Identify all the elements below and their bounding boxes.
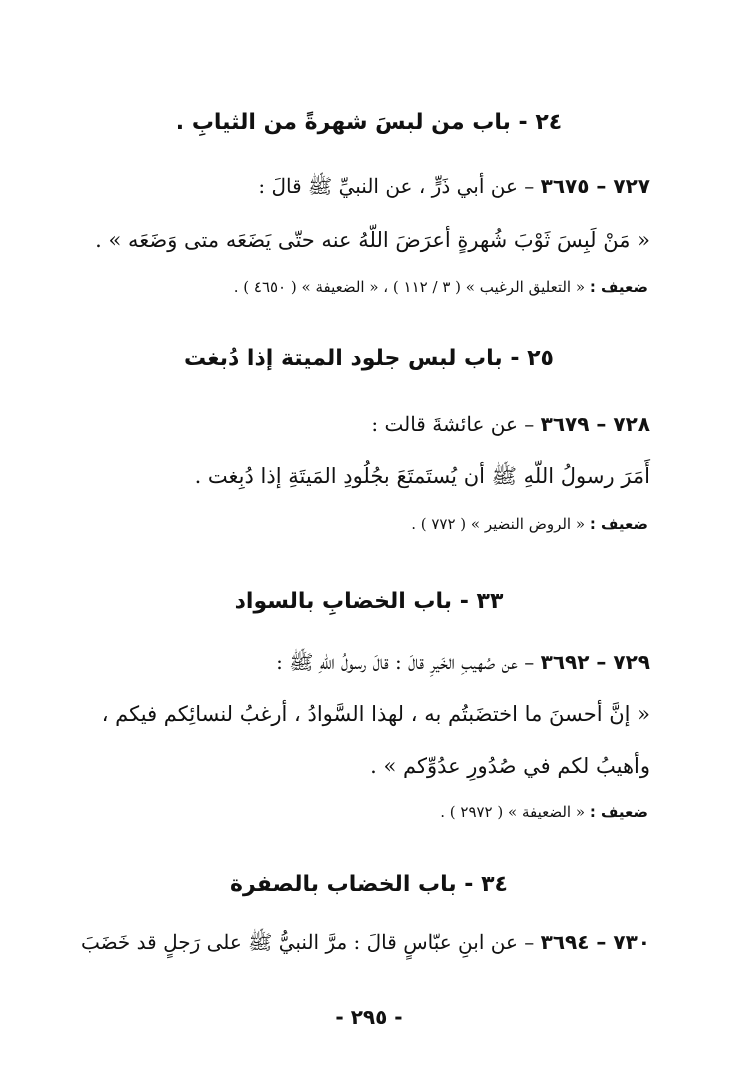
hadith-text: « إنَّ أحسنَ ما اختضَبتُم به ، لهذا السَّوادُ ، أرغبُ لنسائِكم فيكم ، <box>101 702 650 726</box>
hadith-header <box>276 650 650 674</box>
hadith-number: ٧٢٧ – ٣٦٧٥ <box>540 174 650 198</box>
grade-label: ضعيف : <box>589 278 648 296</box>
page-number: - ٢٩٥ - <box>335 1005 403 1029</box>
hadith-header <box>81 930 650 954</box>
hadith-grade <box>234 278 648 296</box>
grade-label: ضعيف : <box>589 515 648 533</box>
hadith-header <box>371 412 650 436</box>
section-title: ٢٤ - باب من لبسَ شهرةً من الثيابِ . <box>175 110 563 135</box>
hadith-text: « مَنْ لَبِسَ ثَوْبَ شُهرةٍ أعرَضَ اللّهُ عنه حتّى يَضَعَه متى وَضَعَه » . <box>95 228 650 252</box>
hadith-text: وأهيبُ لكم في صُدُورِ عدُوِّكم » . <box>370 754 650 778</box>
hadith-intro: – عن صُهيبِ الخَيرِ قالَ : قالَ رسولُ اللّهِ ﷺ : <box>276 650 535 674</box>
hadith-number: ٧٢٨ – ٣٦٧٩ <box>540 412 650 436</box>
section-title: ٣٣ - باب الخضابِ بالسواد <box>234 589 504 614</box>
grade-label: ضعيف : <box>589 803 648 821</box>
section-title: ٢٥ - باب لبس جلود الميتة إذا دُبغت <box>184 346 554 371</box>
hadith-intro: – عن عائشةَ قالت : <box>371 412 535 436</box>
grade-text: « التعليق الرغيب » ( ٣ / ١١٢ ) ، « الضعيفة » ( ٤٦٥٠ ) . <box>233 278 586 296</box>
hadith-header <box>258 174 650 198</box>
grade-text: « الضعيفة » ( ٢٩٧٢ ) . <box>440 803 586 821</box>
hadith-number: ٧٣٠ – ٣٦٩٤ <box>540 930 650 954</box>
section-title: ٣٤ - باب الخضاب بالصفرة <box>230 872 508 897</box>
hadith-text: أَمَرَ رسولُ اللّهِ ﷺ أن يُستَمتَعَ بجُلُودِ المَيتَةِ إذا دُبِغت . <box>194 464 650 488</box>
hadith-intro: – عن أبي ذَرٍّ ، عن النبيِّ ﷺ قالَ : <box>258 174 535 198</box>
grade-text: « الروض النضير » ( ٧٧٢ ) . <box>411 515 586 533</box>
hadith-grade <box>440 803 648 821</box>
hadith-grade <box>411 515 648 533</box>
hadith-intro: – عن ابنِ عبّاسٍ قالَ : مرَّ النبيُّ ﷺ على رَجلٍ قد خَضَبَ <box>80 930 535 954</box>
hadith-number: ٧٢٩ – ٣٦٩٢ <box>540 650 650 674</box>
